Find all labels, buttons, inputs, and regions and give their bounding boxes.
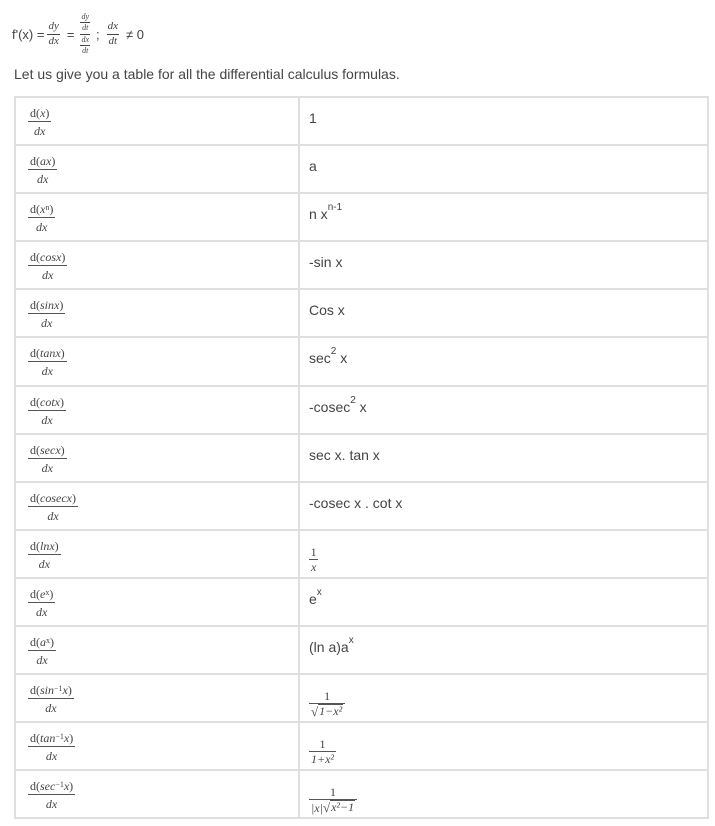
derivative-numerator: d(sinx) <box>30 298 64 313</box>
derivative-cell <box>15 530 299 578</box>
derivative-fraction <box>28 202 55 235</box>
derivative-cell <box>15 145 299 193</box>
derivative-definition-formula <box>12 8 148 60</box>
derivative-denominator: dx <box>47 508 59 523</box>
derivative-denominator: dx <box>41 460 53 475</box>
derivative-cell <box>15 626 299 674</box>
result-numerator: 1 <box>330 785 337 800</box>
derivative-denominator: dx <box>36 653 48 668</box>
result-exponent: x <box>316 586 322 598</box>
derivative-numerator: d(cosecx) <box>30 490 76 505</box>
result-cell <box>299 722 708 770</box>
derivative-cell <box>15 722 299 770</box>
formula-lhs: f'(x) = <box>12 26 45 42</box>
result-cell: a <box>299 145 708 193</box>
dx-dt-fraction: $\frac{dx}{dt}$ <box>107 19 119 47</box>
table-row <box>15 386 708 434</box>
result-cell <box>299 578 708 626</box>
result-cell <box>299 337 708 385</box>
derivative-denominator: dx <box>45 797 58 812</box>
derivative-fraction <box>28 683 74 716</box>
derivative-cell <box>15 97 299 145</box>
table-row <box>15 578 708 626</box>
result-base: (ln a)a <box>309 639 349 656</box>
table-row <box>15 97 708 145</box>
result-base: sec <box>309 350 331 367</box>
result-exponent: 2 <box>330 346 337 358</box>
result-cell: 1 <box>299 97 708 145</box>
derivative-denominator: dx <box>38 556 50 571</box>
table-row <box>15 722 708 770</box>
derivative-fraction <box>28 106 51 139</box>
equals-sign: = <box>66 26 75 42</box>
derivative-fraction <box>28 443 67 476</box>
table-row <box>15 626 708 674</box>
square-root <box>311 704 343 718</box>
result-cell: Cos x <box>299 289 708 337</box>
result-numerator: 1 <box>319 737 326 752</box>
table-row <box>15 145 708 193</box>
table-row <box>15 674 708 722</box>
derivative-denominator: dx <box>42 268 54 283</box>
result-fraction <box>309 689 345 720</box>
table-row <box>15 770 708 818</box>
derivative-denominator: dx <box>41 364 53 379</box>
derivative-fraction <box>28 346 67 379</box>
differential-formulas-table <box>14 96 709 819</box>
result-denominator <box>309 800 357 816</box>
derivative-cell <box>15 482 299 530</box>
result-denominator: x <box>311 559 317 574</box>
abs-value: |x| <box>311 801 323 816</box>
radicand: x²−1 <box>331 800 355 815</box>
table-row <box>15 482 708 530</box>
derivative-cell <box>15 434 299 482</box>
derivative-fraction <box>28 154 57 187</box>
result-suffix: x <box>336 350 348 367</box>
derivative-fraction <box>28 731 75 764</box>
derivative-numerator: d(cotx) <box>30 394 64 409</box>
result-fraction <box>309 785 357 816</box>
radical-sign: √ <box>311 704 319 720</box>
table-row <box>15 434 708 482</box>
derivative-fraction <box>28 539 61 572</box>
table-row <box>15 241 708 289</box>
derivative-denominator: dx <box>34 124 46 138</box>
derivative-cell <box>15 241 299 289</box>
radicand: 1−x² <box>319 704 343 719</box>
result-fraction <box>309 545 318 575</box>
derivative-denominator: dx <box>36 604 48 619</box>
derivative-cell <box>15 578 299 626</box>
derivative-cell <box>15 193 299 241</box>
derivative-numerator: $d(\tan^{-1}x)$ <box>30 731 74 746</box>
derivative-numerator: d(lnx) <box>30 538 59 553</box>
derivative-denominator: dx <box>41 412 53 427</box>
derivative-numerator: d(cosx) <box>30 250 66 265</box>
result-exponent: x <box>348 635 354 647</box>
derivative-cell <box>15 770 299 818</box>
result-suffix: x <box>355 398 367 415</box>
derivative-numerator: $d(e^x)$ <box>30 586 54 601</box>
result-exponent: 2 <box>350 394 356 406</box>
result-cell <box>299 193 708 241</box>
result-cell: -sin x <box>299 241 708 289</box>
derivative-cell <box>15 337 299 385</box>
derivative-numerator: $d(a^x)$ <box>30 635 54 650</box>
table-row <box>15 337 708 385</box>
parametric-fraction: $\frac{\frac{dy}{dt}}{\frac{dx}{dt}}$ <box>81 11 90 55</box>
derivative-numerator: d(x) <box>30 106 50 120</box>
derivative-numerator: $d(x^n)$ <box>30 202 54 217</box>
result-cell <box>299 674 708 722</box>
result-numerator: 1 <box>310 544 317 559</box>
result-cell <box>299 386 708 434</box>
derivative-denominator: dx <box>36 220 48 235</box>
derivative-fraction <box>28 587 55 620</box>
derivative-fraction <box>28 395 66 428</box>
result-cell <box>299 626 708 674</box>
radical-sign: √ <box>322 800 331 816</box>
semicolon: ; <box>96 26 100 42</box>
derivative-denominator: dx <box>37 172 49 187</box>
derivative-fraction <box>28 779 75 812</box>
derivative-fraction <box>28 298 65 331</box>
derivative-numerator: d(tanx) <box>30 346 65 361</box>
derivative-cell <box>15 674 299 722</box>
square-root <box>323 800 355 814</box>
derivative-fraction <box>28 491 78 524</box>
result-cell: sec x. tan x <box>299 434 708 482</box>
result-fraction <box>309 737 336 767</box>
derivative-denominator: dx <box>41 316 53 331</box>
derivative-numerator: d(ax) <box>30 154 56 169</box>
derivative-denominator: dx <box>45 701 57 716</box>
result-base: n x <box>309 206 328 223</box>
table-row <box>15 289 708 337</box>
result-exponent: n-1 <box>327 202 343 214</box>
derivative-numerator: $d(\sin^{-1}x)$ <box>30 683 72 698</box>
result-base: -cosec <box>309 398 351 415</box>
derivative-numerator: d(secx) <box>30 442 65 457</box>
derivative-denominator: dx <box>45 749 58 764</box>
table-row <box>15 193 708 241</box>
dy-dx-fraction: $\frac{dy}{dx}$ <box>48 19 59 47</box>
result-cell: -cosec x . cot x <box>299 482 708 530</box>
table-row <box>15 530 708 578</box>
result-base: e <box>309 590 317 607</box>
derivative-numerator: $d(\sec^{-1}x)$ <box>30 779 74 794</box>
not-zero-condition: ≠ 0 <box>126 26 145 42</box>
result-denominator <box>309 704 345 720</box>
result-numerator: 1 <box>324 689 331 704</box>
derivative-cell <box>15 289 299 337</box>
derivative-fraction <box>28 635 56 668</box>
derivative-cell <box>15 386 299 434</box>
intro-text: Let us give you a table for all the differential calculus formulas. <box>14 66 400 82</box>
result-cell <box>299 530 708 578</box>
result-cell <box>299 770 708 818</box>
result-denominator: 1+x² <box>311 752 335 767</box>
derivative-fraction <box>28 250 67 283</box>
